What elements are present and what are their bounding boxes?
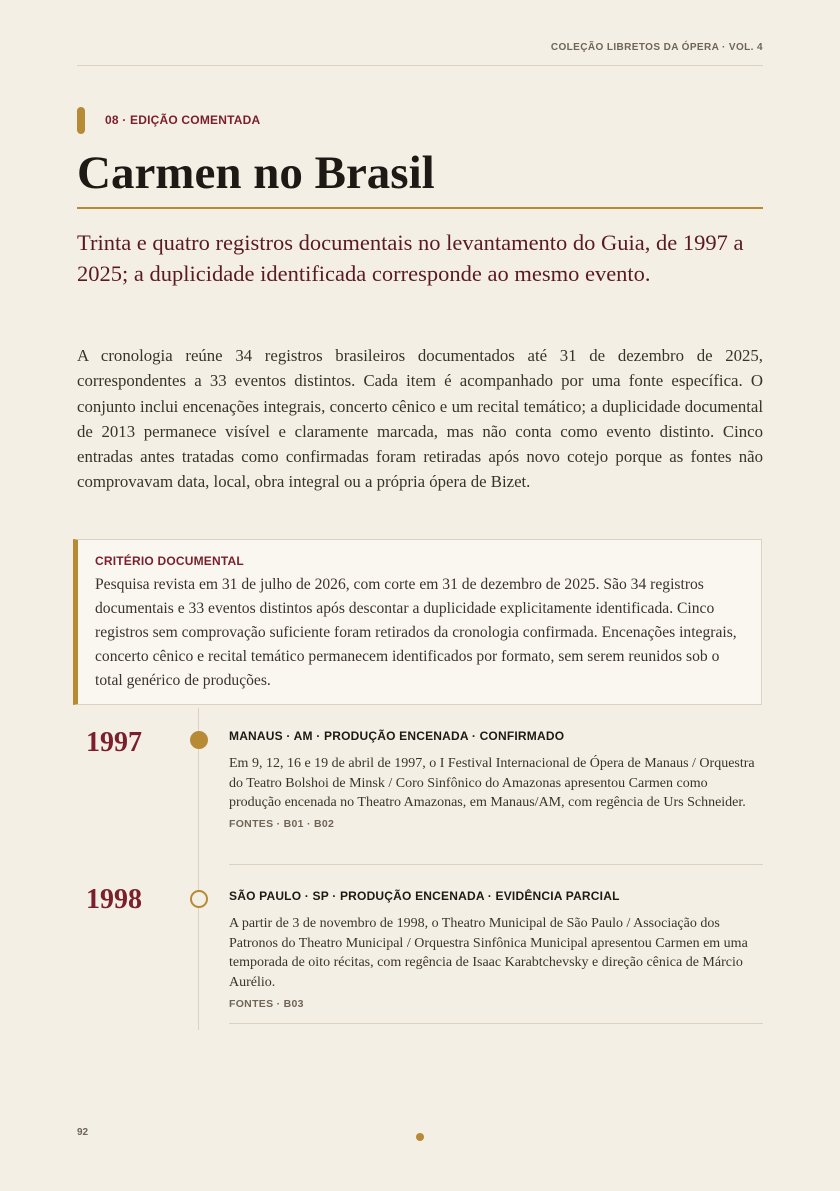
timeline-entry [229,889,763,1010]
lead-paragraph: A cronologia reúne 34 registros brasileiros documentados até 31 de dezembro de 2025, correspondentes a 33 eventos distintos. Cada item é acompanhado por uma fonte específica. O conjunto inclui encenações integrais, concerto cênico e um recital temático; a duplicidade documental de 2013 permanece visível e claramente marcada, mas não conta como evento distinto. Cinco entradas antes tratadas como confirmadas foram retiradas após novo cotejo porque as fontes não comprovavam data, local, obra integral ou a própria ópera de Bizet. [77,346,763,492]
timeline-axis [198,708,199,1030]
section-kicker: 08 · EDIÇÃO COMENTADA [105,113,261,127]
criteria-callout [73,539,762,705]
kicker-accent-bar [77,107,85,134]
title-divider [77,207,763,209]
entry-sources: FONTES · B03 [229,997,304,1010]
footer-ornament-icon [416,1133,424,1141]
subtitle: Trinta e quatro registros documentais no levantamento do Guia, de 1997 a 2025; a duplicidade identificada corresponde ao mesmo evento. [77,230,744,286]
entry-divider [229,1023,763,1024]
page-title: Carmen no Brasil [77,147,435,199]
timeline-year: 1997 [86,727,142,758]
entry-sources: FONTES · B01 · B02 [229,818,335,831]
header-divider [77,65,763,66]
entry-heading: SÃO PAULO · SP · PRODUÇÃO ENCENADA · EVIDÊNCIA PARCIAL [229,889,620,903]
entry-divider [229,864,763,865]
partial-evidence-marker-icon [190,890,208,908]
criteria-text: Pesquisa revista em 31 de julho de 2026, com corte em 31 de dezembro de 2025. São 34 registros documentais e 33 eventos distintos após descontar a duplicidade explicitamente identificada. Cinco registros sem comprovação suficiente foram retirados da cronologia confirmada. Encenações integrais, concerto cênico e recital temático permanecem identificados por formato, sem serem reunidos sob o total genérico de produções. [95,576,737,689]
entry-body: A partir de 3 de novembro de 1998, o Theatro Municipal de São Paulo / Associação dos Patronos do Theatro Municipal / Orquestra Sinfônica Municipal apresentou Carmen em uma temporada de oito récitas, com regência de Isaac Karabtchevsky e direção cênica de Márcio Aurélio. [229,916,748,991]
confirmed-marker-icon [190,731,208,749]
page-number: 92 [77,1127,89,1138]
entry-body: Em 9, 12, 16 e 19 de abril de 1997, o I Festival Internacional de Ópera de Manaus / Orquestra do Teatro Bolshoi de Minsk / Coro Sinfônico do Amazonas apresentou Carmen como produção encenada no Theatro Amazonas, em Manaus/AM, com regência de Urs Schneider. [229,756,755,811]
criteria-label: CRITÉRIO DOCUMENTAL [95,554,244,568]
timeline-entry [229,729,763,830]
entry-heading: MANAUS · AM · PRODUÇÃO ENCENADA · CONFIRMADO [229,729,565,743]
timeline-year: 1998 [86,884,142,915]
running-header: COLEÇÃO LIBRETOS DA ÓPERA · VOL. 4 [550,42,763,53]
